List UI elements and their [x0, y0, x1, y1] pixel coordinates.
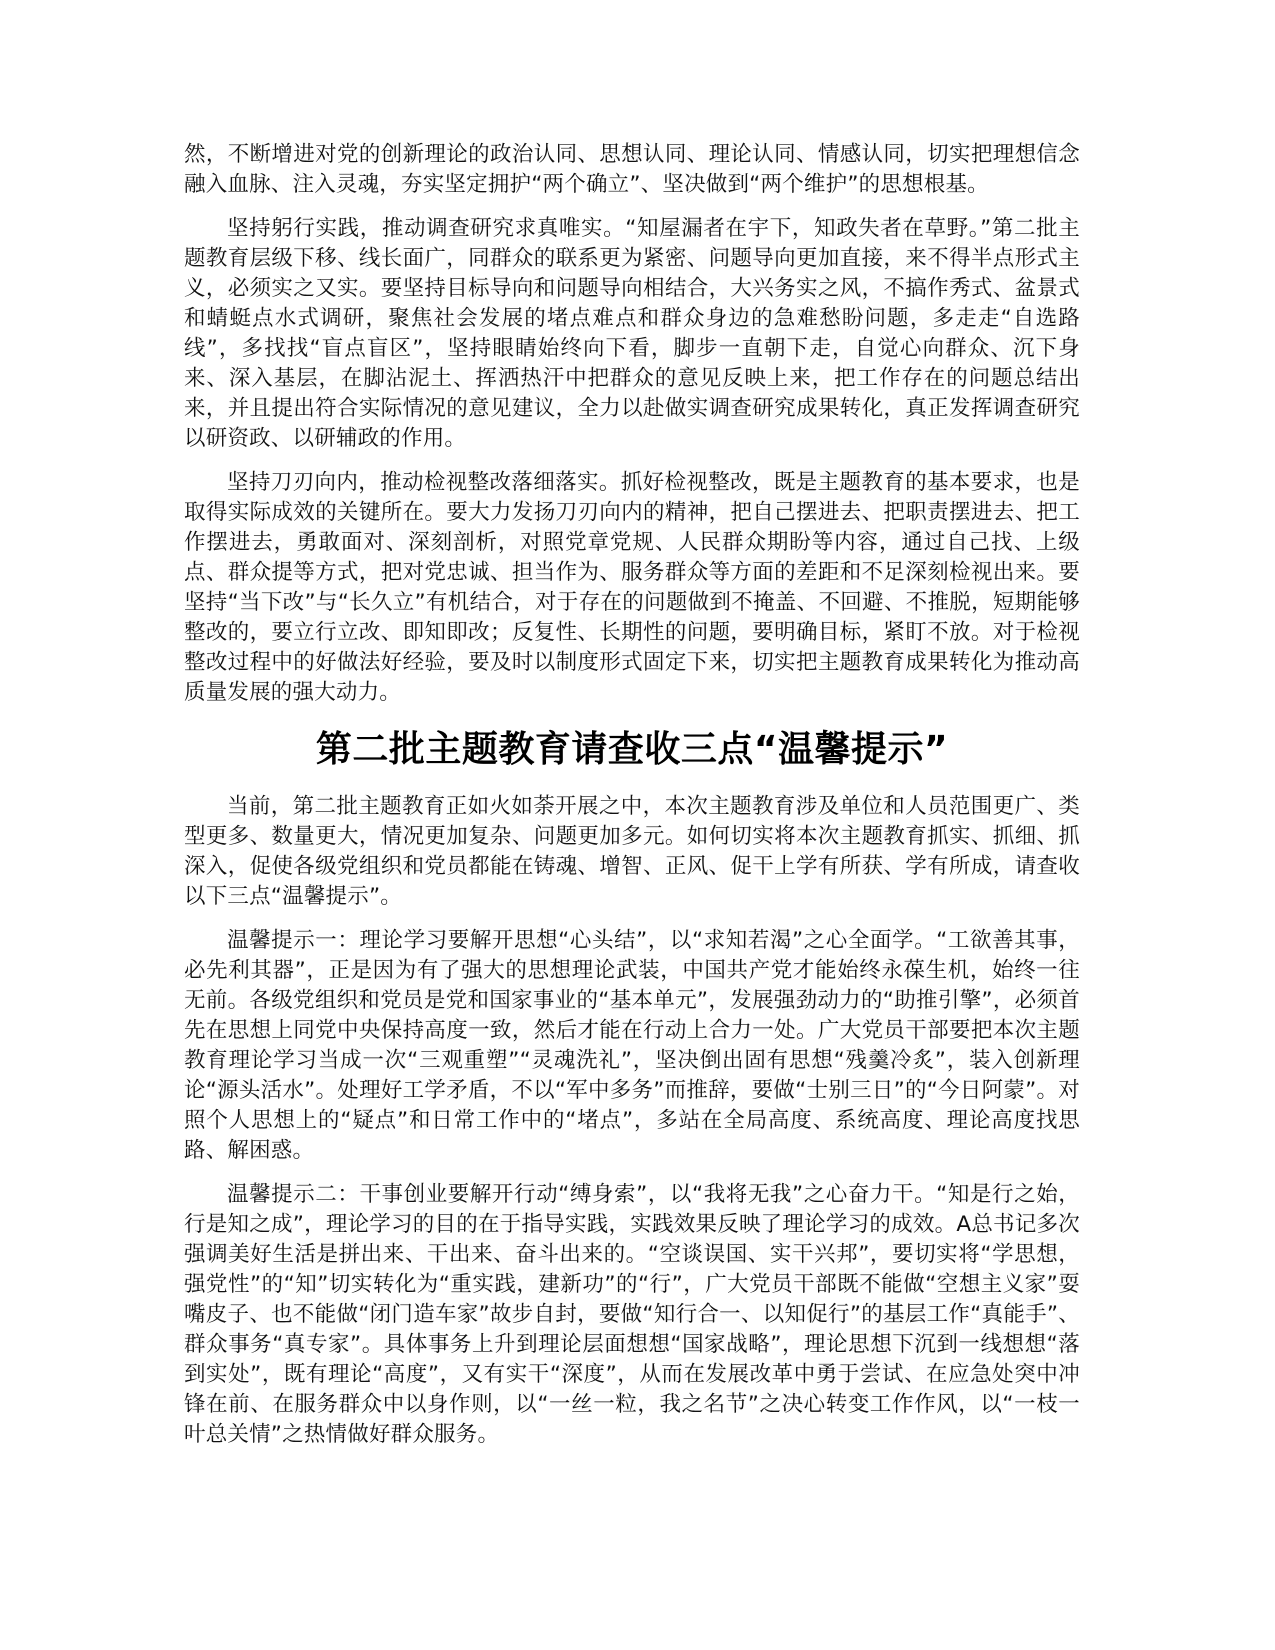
- paragraph-intro-reminders: 当前，第二批主题教育正如火如荼开展之中，本次主题教育涉及单位和人员范围更广、类型更多、数量更大，情况更加复杂、问题更加多元。如何切实将本次主题教育抓实、抓细、抓深入，促使各级党组织和党员都能在铸魂、增智、正风、促干上学有所获、学有所成，请查收以下三点“温馨提示”。: [184, 794, 1080, 909]
- document-page: [184, 140, 1080, 1464]
- paragraph-reminder-one: 温馨提示一：理论学习要解开思想“心头结”，以“求知若渴”之心全面学。“工欲善其事，必先利其器”，正是因为有了强大的思想理论武装，中国共产党才能始终永葆生机，始终一往无前。各级党组织和党员是党和国家事业的“基本单元”，发展强劲动力的“助推引擎”，必须首先在思想上同党中央保持高度一致，然后才能在行动上合力一处。广大党员干部要把本次主题教育理论学习当成一次“三观重塑”“灵魂洗礼”，坚决倒出固有思想“残羹冷炙”，装入创新理论“源头活水”。处理好工学矛盾，不以“军中多务”而推辞，要做“士别三日”的“今日阿蒙”。对照个人思想上的“疑点”和日常工作中的“堵点”，多站在全局高度、系统高度、理论高度找思路、解困惑。: [184, 928, 1080, 1163]
- paragraph-reminder-two: 温馨提示二：干事创业要解开行动“缚身索”，以“我将无我”之心奋力干。“知是行之始，行是知之成”，理论学习的目的在于指导实践，实践效果反映了理论学习的成效。A总书记多次强调美好生活是拼出来、干出来、奋斗出来的。“空谈误国、实干兴邦”，要切实将“学思想，强党性”的“知”切实转化为“重实践，建新功”的“行”，广大党员干部既不能做“空想主义家”耍嘴皮子、也不能做“闭门造车家”故步自封，要做“知行合一、以知促行”的基层工作“真能手”、群众事务“真专家”。具体事务上升到理论层面想想“国家战略”，理论思想下沉到一线想想“落到实处”，既有理论“高度”，又有实干“深度”，从而在发展改革中勇于尝试、在应急处突中冲锋在前、在服务群众中以身作则，以“一丝一粒，我之名节”之决心转变工作作风，以“一枝一叶总关情”之热情做好群众服务。: [184, 1182, 1080, 1447]
- section-heading: 第二批主题教育请查收三点“温馨提示”: [315, 729, 949, 770]
- paragraph-continued-intro: 然，不断增进对党的创新理论的政治认同、思想认同、理论认同、情感认同，切实把理想信念融入血脉、注入灵魂，夯实坚定拥护“两个确立”、坚决做到“两个维护”的思想根基。: [184, 142, 1080, 197]
- paragraph-practice-research: 坚持躬行实践，推动调查研究求真唯实。“知屋漏者在宇下，知政失者在草野。”第二批主题教育层级下移、线长面广，同群众的联系更为紧密、问题导向更加直接，来不得半点形式主义，必须实之又实。要坚持目标导向和问题导向相结合，大兴务实之风，不搞作秀式、盆景式和蜻蜓点水式调研，聚焦社会发展的堵点难点和群众身边的急难愁盼问题，多走走“自选路线”，多找找“盲点盲区”，坚持眼睛始终向下看，脚步一直朝下走，自觉心向群众、沉下身来、深入基层，在脚沾泥土、挥洒热汗中把群众的意见反映上来，把工作存在的问题总结出来，并且提出符合实际情况的意见建议，全力以赴做实调查研究成果转化，真正发挥调查研究以研资政、以研辅政的作用。: [184, 216, 1080, 451]
- paragraph-self-examination: 坚持刀刃向内，推动检视整改落细落实。抓好检视整改，既是主题教育的基本要求，也是取得实际成效的关键所在。要大力发扬刀刃向内的精神，把自己摆进去、把职责摆进去、把工作摆进去，勇敢面对、深刻剖析，对照党章党规、人民群众期盼等内容，通过自己找、上级点、群众提等方式，把对党忠诚、担当作为、服务群众等方面的差距和不足深刻检视出来。要坚持“当下改”与“长久立”有机结合，对于存在的问题做到不掩盖、不回避、不推脱，短期能够整改的，要立行立改、即知即改；反复性、长期性的问题，要明确目标，紧盯不放。对于检视整改过程中的好做法好经验，要及时以制度形式固定下来，切实把主题教育成果转化为推动高质量发展的强大动力。: [184, 470, 1080, 705]
